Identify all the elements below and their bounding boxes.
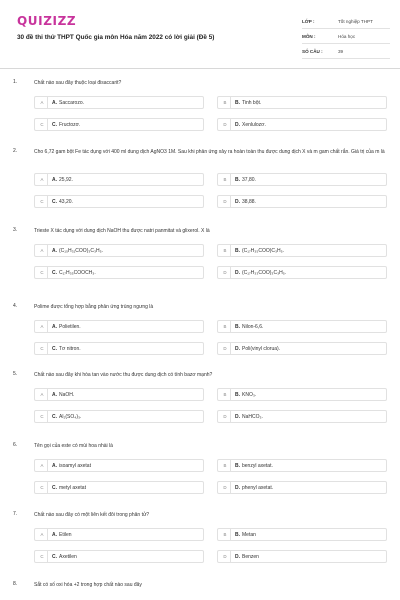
option-prefix: D. bbox=[235, 345, 240, 352]
option-prefix: B. bbox=[235, 531, 240, 538]
option-prefix: B. bbox=[235, 176, 240, 183]
question-number: 8. bbox=[13, 581, 18, 587]
option-body: metyl axetat bbox=[59, 484, 86, 491]
option-body: phenyl axetat. bbox=[242, 484, 274, 491]
meta-label: LỚP : bbox=[302, 18, 315, 24]
option-body: 38,88. bbox=[242, 198, 256, 205]
option-letter-badge: C bbox=[37, 196, 48, 207]
question-number: 7. bbox=[13, 511, 18, 517]
option-text bbox=[235, 177, 256, 183]
option-text bbox=[235, 554, 259, 560]
question-number: 6. bbox=[13, 442, 18, 448]
option-prefix: A. bbox=[52, 99, 57, 106]
question-text: Polime được tổng hợp bằng phản ứng trùng ngưng là bbox=[34, 304, 154, 310]
option-letter-badge: C bbox=[37, 343, 48, 354]
answer-option-b[interactable] bbox=[217, 244, 387, 257]
option-letter-badge: A bbox=[37, 97, 48, 108]
meta-row-class bbox=[302, 14, 390, 29]
option-text bbox=[52, 463, 91, 469]
question-number: 5. bbox=[13, 371, 18, 377]
meta-row-question-count bbox=[302, 44, 390, 59]
option-letter-badge: C bbox=[37, 267, 48, 278]
question-number: 3. bbox=[13, 227, 18, 233]
answer-option-b[interactable] bbox=[217, 528, 387, 541]
answer-option-d[interactable] bbox=[217, 550, 387, 563]
option-body: (C₁₅H₃₁COO)₃C₃H₅. bbox=[59, 247, 104, 254]
option-body: (C₁₇H₃₃COO)₃C₃H₅. bbox=[242, 269, 287, 276]
option-body: NaOH. bbox=[59, 391, 75, 398]
question-text: Chất nào sau đây thuộc loại đisaccarit? bbox=[34, 80, 122, 86]
option-body: Al₂(SO₄)₃. bbox=[59, 413, 82, 420]
option-text bbox=[235, 248, 284, 254]
option-prefix: D. bbox=[235, 269, 240, 276]
option-text bbox=[235, 532, 256, 538]
option-prefix: B. bbox=[235, 391, 240, 398]
option-prefix: C. bbox=[52, 198, 57, 205]
option-letter-badge: A bbox=[37, 174, 48, 185]
option-text bbox=[235, 324, 263, 330]
option-text bbox=[235, 485, 273, 491]
answer-option-c[interactable] bbox=[34, 195, 204, 208]
meta-value: Hóa học bbox=[338, 33, 356, 39]
answer-option-b[interactable] bbox=[217, 459, 387, 472]
option-text bbox=[235, 122, 266, 128]
answer-option-d[interactable] bbox=[217, 118, 387, 131]
option-body: isoamyl axetat bbox=[59, 462, 91, 469]
option-letter-badge: B bbox=[220, 174, 231, 185]
worksheet-meta bbox=[302, 14, 390, 59]
answer-option-b[interactable] bbox=[217, 320, 387, 333]
option-prefix: A. bbox=[52, 176, 57, 183]
option-body: 25,92. bbox=[59, 176, 73, 183]
answer-option-b[interactable] bbox=[217, 96, 387, 109]
answer-option-d[interactable] bbox=[217, 195, 387, 208]
option-letter-badge: A bbox=[37, 460, 48, 471]
answer-option-a[interactable] bbox=[34, 244, 204, 257]
option-body: Axetilen bbox=[59, 553, 77, 560]
option-text bbox=[52, 177, 73, 183]
option-letter-badge: B bbox=[220, 460, 231, 471]
option-text bbox=[235, 414, 263, 420]
option-letter-badge: B bbox=[220, 529, 231, 540]
option-letter-badge: D bbox=[220, 343, 231, 354]
question-text: Sắt có số oxi hóa +2 trong hợp chất nào sau đây bbox=[34, 582, 142, 588]
answer-option-a[interactable] bbox=[34, 173, 204, 186]
answer-option-a[interactable] bbox=[34, 528, 204, 541]
option-text bbox=[52, 100, 84, 106]
question-text: Chất nào sau đây khi hòa tan vào nước thu được dung dịch có tính bazơ mạnh? bbox=[34, 372, 213, 378]
answer-option-c[interactable] bbox=[34, 266, 204, 279]
option-letter-badge: B bbox=[220, 97, 231, 108]
answer-option-a[interactable] bbox=[34, 320, 204, 333]
meta-value: Tốt nghiệp THPT bbox=[338, 18, 373, 24]
option-text bbox=[52, 554, 77, 560]
option-body: Polietilen. bbox=[59, 323, 81, 330]
option-body: benzyl axetat. bbox=[242, 462, 273, 469]
option-prefix: A. bbox=[52, 391, 57, 398]
option-letter-badge: D bbox=[220, 411, 231, 422]
option-prefix: D. bbox=[235, 121, 240, 128]
answer-option-a[interactable] bbox=[34, 388, 204, 401]
option-letter-badge: C bbox=[37, 411, 48, 422]
option-prefix: A. bbox=[52, 323, 57, 330]
option-letter-badge: C bbox=[37, 482, 48, 493]
option-letter-badge: B bbox=[220, 389, 231, 400]
option-text bbox=[52, 346, 81, 352]
question-text: Tên gọi của este có mùi hoa nhài là bbox=[34, 443, 113, 449]
option-letter-badge: D bbox=[220, 196, 231, 207]
quizizz-logo: QUIZIZZ bbox=[17, 14, 77, 28]
answer-option-c[interactable] bbox=[34, 342, 204, 355]
option-prefix: A. bbox=[52, 531, 57, 538]
answer-option-a[interactable] bbox=[34, 96, 204, 109]
answer-option-c[interactable] bbox=[34, 410, 204, 423]
option-prefix: C. bbox=[52, 484, 57, 491]
option-prefix: D. bbox=[235, 198, 240, 205]
option-body: Xenlulozơ. bbox=[242, 121, 266, 128]
option-prefix: C. bbox=[52, 121, 57, 128]
option-letter-badge: D bbox=[220, 267, 231, 278]
option-text bbox=[52, 532, 72, 538]
option-body: (C₁₇H₃₅COO)C₃H₅. bbox=[242, 247, 285, 254]
option-prefix: A. bbox=[52, 462, 57, 469]
option-letter-badge: A bbox=[37, 529, 48, 540]
worksheet-header bbox=[0, 0, 400, 68]
option-body: Poli(vinyl clorua). bbox=[242, 345, 281, 352]
option-text bbox=[52, 270, 96, 276]
option-prefix: B. bbox=[235, 323, 240, 330]
option-prefix: B. bbox=[235, 99, 240, 106]
answer-option-c[interactable] bbox=[34, 481, 204, 494]
option-text bbox=[52, 199, 73, 205]
option-prefix: A. bbox=[52, 247, 57, 254]
question-number: 2. bbox=[13, 148, 18, 154]
option-text bbox=[235, 270, 286, 276]
question-text: Cho 6,72 gam bột Fe tác dụng với 400 ml dung dịch AgNO3 1M. Sau khi phản ứng xảy ra hoàn toàn thu được dung dịch X và m gam chất rắn. Giá trị của m là bbox=[34, 149, 385, 155]
answer-option-c[interactable] bbox=[34, 118, 204, 131]
option-prefix: D. bbox=[235, 413, 240, 420]
question-text: Trieste X tác dụng với dung dịch NaOH thu được natri panmitat và glixerol. X là bbox=[34, 228, 210, 234]
option-body: NaHCO₃. bbox=[242, 413, 263, 420]
option-text bbox=[52, 392, 74, 398]
answer-option-d[interactable] bbox=[217, 410, 387, 423]
option-body: Tơ nitron. bbox=[59, 345, 81, 352]
option-prefix: B. bbox=[235, 247, 240, 254]
option-text bbox=[235, 100, 261, 106]
option-letter-badge: C bbox=[37, 119, 48, 130]
option-body: Benzen bbox=[242, 553, 259, 560]
option-letter-badge: B bbox=[220, 321, 231, 332]
answer-option-c[interactable] bbox=[34, 550, 204, 563]
answer-option-b[interactable] bbox=[217, 388, 387, 401]
worksheet-title: 30 đề thi thử THPT Quốc gia môn Hóa năm 2022 có lời giải (Đề 5) bbox=[17, 34, 215, 41]
option-body: Etilen bbox=[59, 531, 72, 538]
meta-label: SỐ CÂU : bbox=[302, 48, 323, 54]
option-text bbox=[235, 346, 280, 352]
answer-option-b[interactable] bbox=[217, 173, 387, 186]
option-body: Nilon-6,6. bbox=[242, 323, 264, 330]
option-text bbox=[52, 485, 86, 491]
option-prefix: B. bbox=[235, 462, 240, 469]
answer-option-a[interactable] bbox=[34, 459, 204, 472]
question-text: Chất nào sau đây có một liên kết đôi trong phân tử? bbox=[34, 512, 150, 518]
option-letter-badge: A bbox=[37, 321, 48, 332]
meta-value: 39 bbox=[338, 48, 344, 54]
option-body: Tinh bột. bbox=[242, 99, 262, 106]
option-prefix: C. bbox=[52, 269, 57, 276]
option-text bbox=[52, 324, 81, 330]
option-prefix: D. bbox=[235, 553, 240, 560]
option-text bbox=[52, 414, 81, 420]
option-body: C₁₇H₃₅COOCH₃. bbox=[59, 269, 96, 276]
answer-option-d[interactable] bbox=[217, 481, 387, 494]
option-body: KNO₃. bbox=[242, 391, 257, 398]
question-list bbox=[0, 69, 400, 600]
option-letter-badge: D bbox=[220, 482, 231, 493]
option-body: Metan bbox=[242, 531, 256, 538]
option-body: 43,20. bbox=[59, 198, 73, 205]
option-letter-badge: D bbox=[220, 551, 231, 562]
option-text bbox=[235, 463, 273, 469]
option-letter-badge: C bbox=[37, 551, 48, 562]
meta-label: MÔN : bbox=[302, 33, 316, 39]
option-letter-badge: A bbox=[37, 245, 48, 256]
question-number: 4. bbox=[13, 303, 18, 309]
meta-row-subject bbox=[302, 29, 390, 44]
option-text bbox=[235, 392, 256, 398]
option-letter-badge: D bbox=[220, 119, 231, 130]
option-prefix: D. bbox=[235, 484, 240, 491]
option-text bbox=[235, 199, 256, 205]
option-prefix: C. bbox=[52, 345, 57, 352]
option-text bbox=[52, 122, 80, 128]
question-number: 1. bbox=[13, 79, 18, 85]
option-body: Saccarozo. bbox=[59, 99, 85, 106]
option-body: 37,80. bbox=[242, 176, 256, 183]
option-prefix: C. bbox=[52, 553, 57, 560]
option-letter-badge: A bbox=[37, 389, 48, 400]
answer-option-d[interactable] bbox=[217, 342, 387, 355]
answer-option-d[interactable] bbox=[217, 266, 387, 279]
option-prefix: C. bbox=[52, 413, 57, 420]
option-text bbox=[52, 248, 103, 254]
option-body: Fructozơ. bbox=[59, 121, 81, 128]
option-letter-badge: B bbox=[220, 245, 231, 256]
